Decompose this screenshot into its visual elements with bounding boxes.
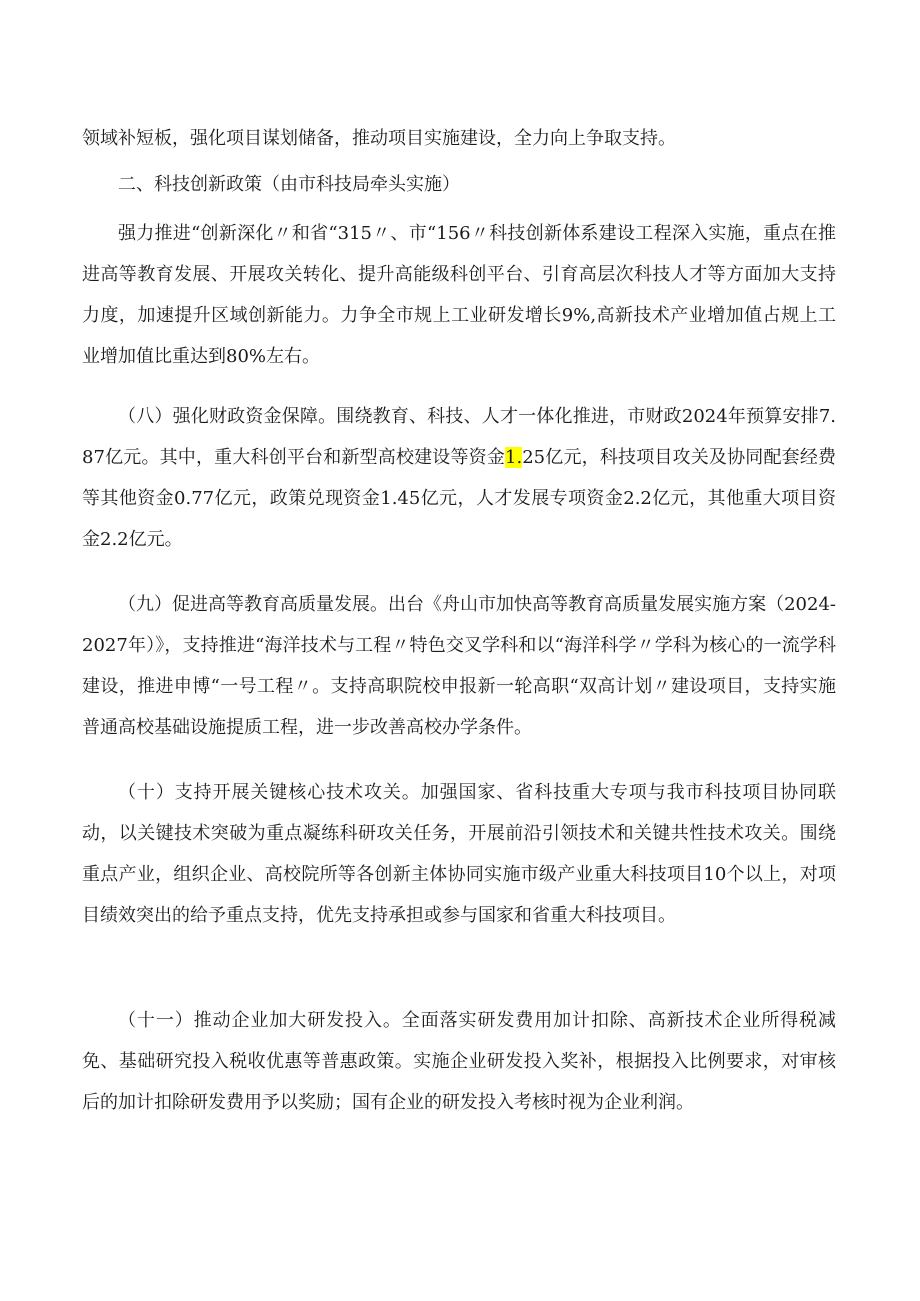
section-heading: 二、科技创新政策（由市科技局牵头实施） [118, 174, 460, 195]
paragraph-item-9: （九）促进高等教育高质量发展。出台《舟山市加快高等教育高质量发展实施方案（2024-2027年）》，支持推进“海洋技术与工程〃特色交叉学科和以“海洋科学〃学科为核心的一流学科建设，推进申博“一号工程〃。支持高职院校申报新一轮高职“双高计划〃建设项目，支持实施普通高校基础设施提质工程，进一步改善高校办学条件。 [82, 594, 836, 738]
highlighted-text: 1. [505, 447, 523, 468]
paragraph-continued: 领域补短板，强化项目谋划储备，推动项目实施建设，全力向上争取支持。 [82, 128, 676, 149]
paragraph-item-10: （十）支持开展关键核心技术攻关。加强国家、省科技重大专项与我市科技项目协同联动，以关键技术突破为重点凝练科研攻关任务，开展前沿引领技术和关键共性技术攻关。围绕重点产业，组织企业、高校院所等各创新主体协同实施市级产业重大科技项目10个以上，对项目绩效突出的给予重点支持，优先支持承担或参与国家和省重大科技项目。 [82, 782, 836, 926]
paragraph-item-11: （十一）推动企业加大研发投入。全面落实研发费用加计扣除、高新技术企业所得税减免、基础研究投入税收优惠等普惠政策。实施企业研发投入奖补，根据投入比例要求，对审核后的加计扣除研发费用予以奖励；国有企业的研发投入考核时视为企业利润。 [82, 1010, 836, 1113]
paragraph-intro: 强力推进“创新深化〃和省“315〃、市“156〃科技创新体系建设工程深入实施，重点在推进高等教育发展、开展攻关转化、提升高能级科创平台、引育高层次科技人才等方面加大支持力度，加速提升区域创新能力。力争全市规上工业研发增长9%,高新技术产业增加值占规上工业增加值比重达到80%左右。 [82, 223, 836, 367]
paragraph-text: （八）强化财政资金保障。围绕教育、科技、人才一体化推进，市财政2024年预算安排7.87亿元。其中，重大科创平台和新型高校建设等资金 [82, 406, 836, 468]
paragraph-text: 25亿元，科技项目攻关及协同配套经费等其他资金0.77亿元，政策兑现资金1.45亿元，人才发展专项资金2.2亿元，其他重大项目资金2.2亿元。 [82, 447, 836, 550]
paragraph-item-8 [82, 396, 836, 560]
